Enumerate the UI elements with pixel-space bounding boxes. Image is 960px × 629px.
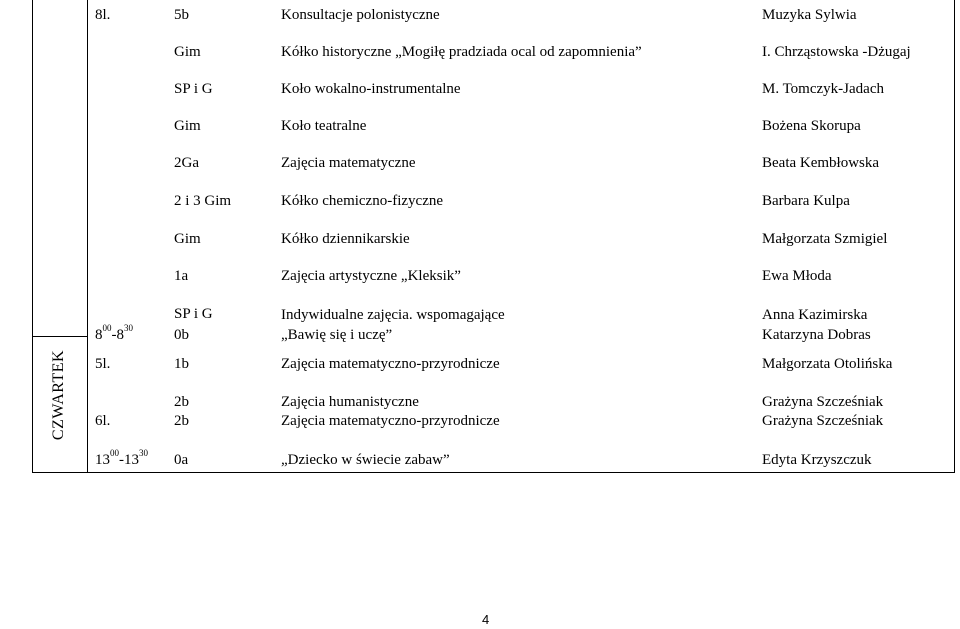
row-3-teacher: Bożena Skorupa [762,118,861,134]
day-label: CZWARTEK [50,349,67,441]
row-6-teacher: Małgorzata Szmigiel [762,231,888,247]
row-0-class: 5b [174,7,189,23]
row-1-teacher: I. Chrząstowska -Dżugaj [762,44,911,60]
row-10-hour: 5l. [95,356,111,372]
row-0-activity: Konsultacje polonistyczne [281,7,440,23]
row-4-teacher: Beata Kembłowska [762,155,880,171]
row-1-class: Gim [174,44,201,60]
row-1-activity: Kółko historyczne „Mogiłę pradziada ocal od zapomnienia” [281,44,642,60]
row-8-teacher: Anna Kazimirska [762,307,868,323]
row-13-hour: $13^{00}-13^{30}$ [95,448,148,468]
day-divider [33,336,87,337]
row-3-activity: Koło teatralne [281,118,367,134]
row-10-activity: Zajęcia matematyczno-przyrodnicze [281,356,500,372]
row-7-teacher: Ewa Młoda [762,268,832,284]
row-8-activity: Indywidualne zajęcia. wspomagające [281,307,505,323]
row-9-hour: $8^{00}-8^{30}$ [95,323,133,343]
row-6-activity: Kółko dziennikarskie [281,231,410,247]
row-12-activity: Zajęcia matematyczno-przyrodnicze [281,413,500,429]
row-10-teacher: Małgorzata Otolińska [762,356,893,372]
row-2-activity: Koło wokalno-instrumentalne [281,81,461,97]
row-13-activity: „Dziecko w świecie zabaw” [281,452,450,468]
row-12-hour: 6l. [95,413,111,429]
row-0-teacher: Muzyka Sylwia [762,7,857,23]
row-4-class: 2Ga [174,155,199,171]
row-11-activity: Zajęcia humanistyczne [281,394,419,410]
row-12-teacher: Grażyna Szcześniak [762,413,884,429]
day-column [33,0,88,472]
row-5-teacher: Barbara Kulpa [762,193,850,209]
row-12-class: 2b [174,413,189,429]
row-5-class: 2 i 3 Gim [174,193,232,209]
row-11-teacher: Grażyna Szcześniak [762,394,884,410]
row-4-activity: Zajęcia matematyczne [281,155,416,171]
row-7-class: 1a [174,268,189,284]
row-2-class: SP i G [174,81,213,97]
row-11-class: 2b [174,394,189,410]
row-7-activity: Zajęcia artystyczne „Kleksik” [281,268,461,284]
page-number: 4 [482,612,490,627]
row-10-class: 1b [174,356,189,372]
row-5-activity: Kółko chemiczno-fizyczne [281,193,444,209]
row-9-activity: „Bawię się i uczę” [281,327,393,343]
row-9-class: 0b [174,327,189,343]
row-3-class: Gim [174,118,201,134]
row-8-class: SP i G [174,306,213,322]
row-13-class: 0a [174,452,189,468]
row-2-teacher: M. Tomczyk-Jadach [762,81,884,97]
row-0-hour: 8l. [95,7,111,23]
row-6-class: Gim [174,231,201,247]
row-9-teacher: Katarzyna Dobras [762,327,871,343]
row-13-teacher: Edyta Krzyszczuk [762,452,872,468]
